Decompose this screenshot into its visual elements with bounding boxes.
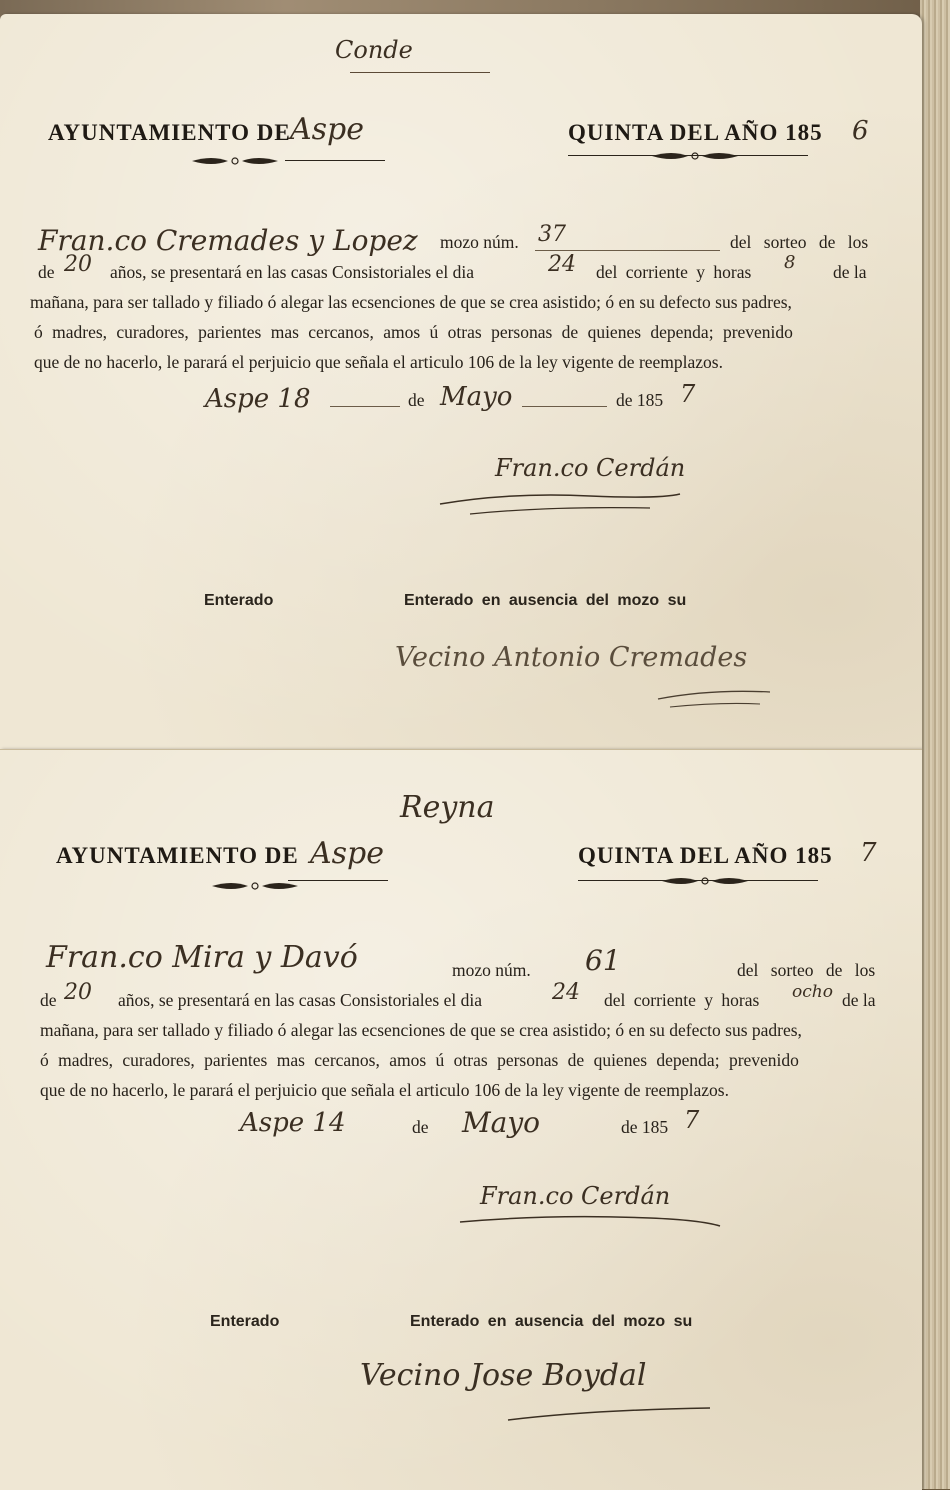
mozo-label: mozo núm.	[452, 960, 531, 980]
mozo-number: 37	[538, 222, 566, 247]
date-line	[522, 406, 607, 407]
top-note: Reyna	[400, 790, 495, 825]
person-name: Fran.co Cremades y Lopez	[38, 224, 418, 257]
day-value: 24	[552, 980, 580, 1005]
body-line4: ó madres, curadores, parientes mas cercanos, amos ú otras personas de quienes dependa; prevenido	[34, 322, 793, 342]
person-name: Fran.co Mira y Davó	[46, 940, 358, 975]
line2-text2: del corriente y horas	[596, 262, 752, 282]
date-de: de	[412, 1117, 429, 1137]
mozo-label: mozo núm.	[440, 232, 519, 252]
quinta-year-digit: 7	[860, 838, 877, 868]
day-value: 24	[548, 252, 576, 277]
enterado-ausencia-label: Enterado en ausencia del mozo su	[404, 592, 687, 609]
mozo-number: 61	[585, 944, 621, 977]
date-month: Mayo	[440, 382, 513, 412]
age-value: 20	[64, 252, 92, 277]
witness-flourish	[650, 674, 780, 714]
line2-text2: del corriente y horas	[604, 990, 760, 1010]
top-note-underline	[350, 72, 490, 73]
town-name: Aspe	[310, 836, 385, 871]
form-sheet-bottom	[0, 749, 922, 1490]
enterado-ausencia-label: Enterado en ausencia del mozo su	[410, 1313, 693, 1330]
ornament-divider	[190, 155, 280, 167]
ornament-divider	[660, 875, 750, 887]
page-edges	[920, 0, 950, 1489]
date-year-digit: 7	[684, 1106, 700, 1134]
line2-text: años, se presentará en las casas Consistoriales el dia	[110, 262, 474, 282]
line2-end: de la	[833, 262, 867, 282]
date-year-label: de 185	[621, 1117, 669, 1137]
ayuntamiento-label: AYUNTAMIENTO DE	[56, 843, 299, 868]
ornament-divider	[650, 150, 740, 162]
quinta-year-digit: 6	[852, 116, 869, 146]
witness-signature: Vecino Jose Boydal	[360, 1358, 647, 1393]
witness-flourish	[500, 1400, 720, 1430]
enterado-label: Enterado	[204, 592, 274, 609]
town-underline	[288, 880, 388, 881]
body-line4: ó madres, curadores, parientes mas cercanos, amos ú otras personas de quienes dependa; prevenido	[40, 1050, 799, 1070]
body-line5: que de no hacerlo, le parará el perjuicio que señala el articulo 106 de la ley vigente de reemplazos.	[34, 352, 723, 372]
town-underline	[285, 160, 385, 161]
town-name: Aspe	[290, 112, 365, 147]
date-year-digit: 7	[680, 380, 696, 408]
enterado-label: Enterado	[210, 1313, 280, 1330]
date-place: Aspe 18	[205, 384, 311, 414]
sorteo-label: del sorteo de los	[730, 232, 869, 252]
body-line3: mañana, para ser tallado y filiado ó alegar las ecsenciones de que se crea asistido; ó en su defecto sus padres,	[40, 1020, 802, 1040]
age-value: 20	[64, 980, 92, 1005]
line2-de: de	[40, 990, 57, 1010]
date-year-label: de 185	[616, 390, 664, 410]
witness-signature: Vecino Antonio Cremades	[395, 642, 748, 673]
quinta-label: QUINTA DEL AÑO 185	[578, 843, 833, 868]
date-month: Mayo	[462, 1106, 541, 1139]
line2-end: de la	[842, 990, 876, 1010]
hour-value: 8	[784, 252, 796, 273]
body-line3: mañana, para ser tallado y filiado ó alegar las ecsenciones de que se crea asistido; ó en su defecto sus padres,	[30, 292, 792, 312]
line2-text: años, se presentará en las casas Consistoriales el dia	[118, 990, 482, 1010]
date-place: Aspe 14	[240, 1108, 346, 1138]
ornament-divider	[210, 880, 300, 892]
signature-flourish	[450, 1210, 730, 1240]
official-signature: Fran.co Cerdán	[480, 1182, 671, 1210]
sorteo-label: del sorteo de los	[737, 960, 876, 980]
quinta-label: QUINTA DEL AÑO 185	[568, 120, 823, 145]
top-note: Conde	[335, 36, 413, 64]
form-sheet-top	[0, 14, 922, 749]
signature-flourish	[430, 484, 690, 524]
ayuntamiento-label: AYUNTAMIENTO DE	[48, 120, 291, 145]
date-line	[330, 406, 400, 407]
hour-value: ocho	[792, 982, 833, 1002]
body-line5: que de no hacerlo, le parará el perjuicio que señala el articulo 106 de la ley vigente de reemplazos.	[40, 1080, 729, 1100]
official-signature: Fran.co Cerdán	[495, 454, 686, 482]
mozo-number-line	[535, 250, 720, 251]
date-de: de	[408, 390, 425, 410]
line2-de: de	[38, 262, 55, 282]
